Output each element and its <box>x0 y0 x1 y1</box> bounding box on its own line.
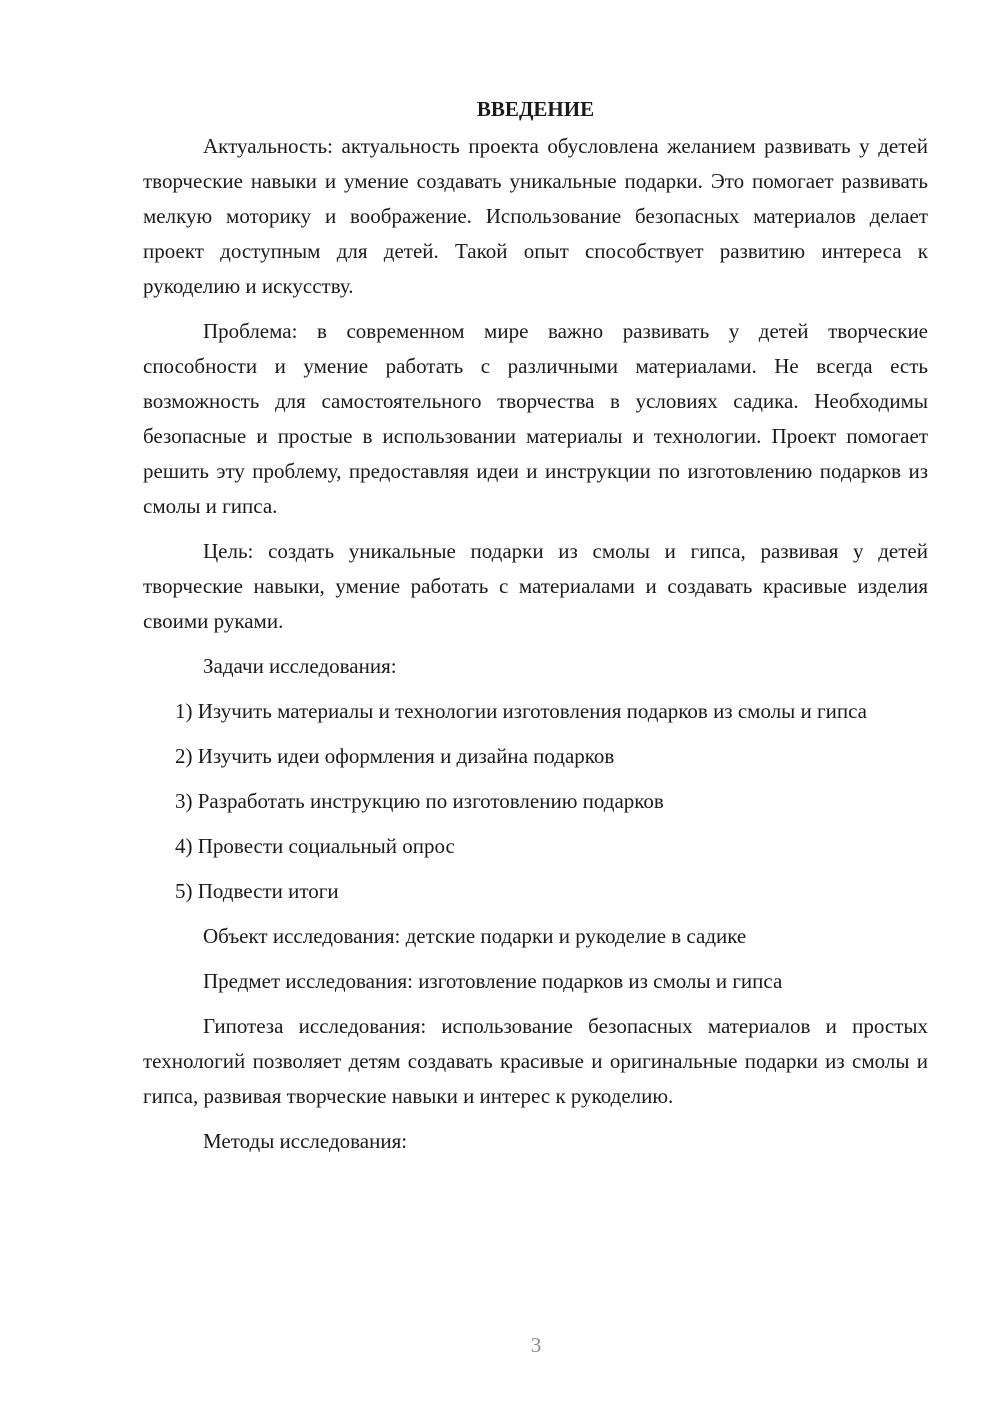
hypothesis-paragraph: Гипотеза исследования: использование безопасных материалов и простых технологий позволяет детям создавать красивые и оригинальные подарки из смолы и гипса, развивая творческие навыки и интерес к рукоделию. <box>143 1014 928 1108</box>
tasks-heading: Задачи исследования: <box>203 654 397 678</box>
section-title: ВВЕДЕНИЕ <box>476 97 595 121</box>
subject-paragraph: Предмет исследования: изготовление подарков из смолы и гипса <box>203 969 783 993</box>
document-page <box>143 92 928 1169</box>
page-number: 3 <box>530 1333 542 1357</box>
problem-paragraph: Проблема: в современном мире важно развивать у детей творческие способности и умение работать с различными материалами. Не всегда есть возможность для самостоятельного творчества в условиях садика. Необходимы безопасные и простые в использовании материалы и технологии. Проект помогает решить эту проблему, предоставляя идеи и инструкции по изготовлению подарков из смолы и гипса. <box>143 319 928 518</box>
object-paragraph: Объект исследования: детские подарки и рукоделие в садике <box>203 924 747 948</box>
task-item-4: 4) Провести социальный опрос <box>175 834 455 858</box>
task-item-2: 2) Изучить идеи оформления и дизайна подарков <box>175 744 615 768</box>
goal-paragraph: Цель: создать уникальные подарки из смолы и гипса, развивая у детей творческие навыки, умение работать с материалами и создавать красивые изделия своими руками. <box>143 539 928 633</box>
task-item-3: 3) Разработать инструкцию по изготовлению подарков <box>175 789 664 813</box>
methods-heading: Методы исследования: <box>203 1129 408 1153</box>
task-item-5: 5) Подвести итоги <box>175 879 339 903</box>
task-item-1: 1) Изучить материалы и технологии изготовления подарков из смолы и гипса <box>175 699 868 723</box>
relevance-paragraph: Актуальность: актуальность проекта обусловлена желанием развивать у детей творческие навыки и умение создавать уникальные подарки. Это помогает развивать мелкую моторику и воображение. Использование безопасных материалов делает проект доступным для детей. Такой опыт способствует развитию интереса к рукоделию и искусству. <box>143 134 928 298</box>
